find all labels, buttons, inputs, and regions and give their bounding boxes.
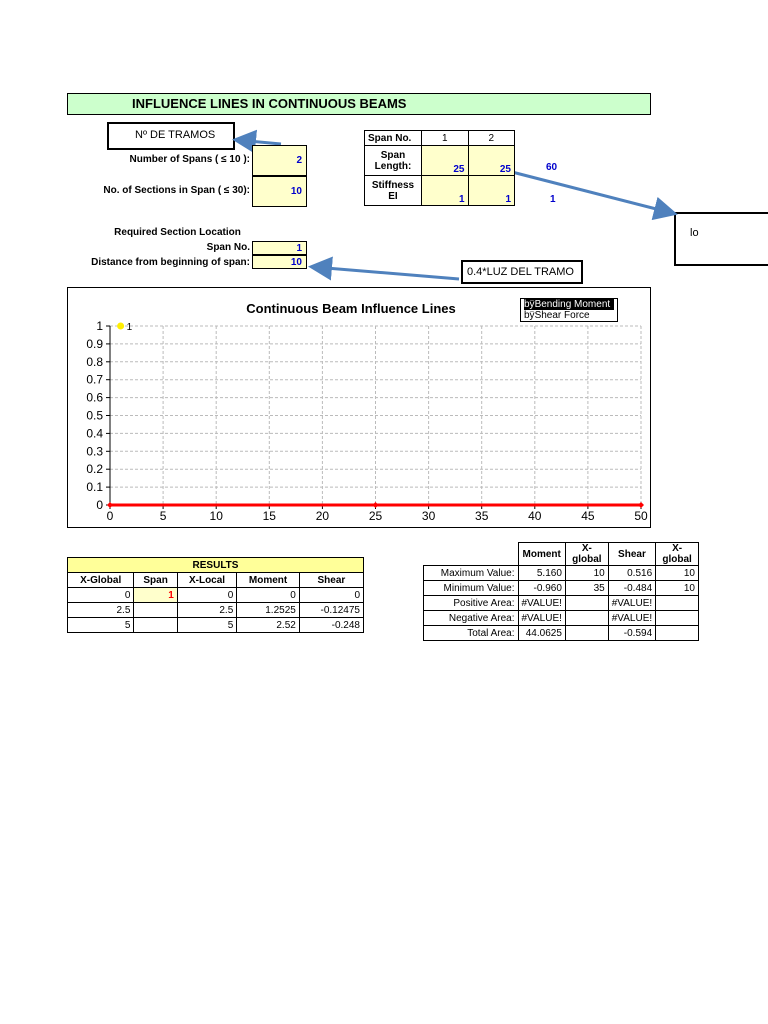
- span-no-header: Span No.: [365, 131, 422, 146]
- stiffness-2[interactable]: 1: [468, 176, 515, 206]
- num-sections-input[interactable]: 10: [252, 176, 307, 207]
- stats-cell: -0.960: [518, 581, 565, 596]
- arrow-to-span-length: [512, 172, 672, 213]
- stats-cell: -0.594: [608, 626, 655, 641]
- x-tick-label: 25: [368, 509, 383, 523]
- span-table: [364, 130, 515, 206]
- num-spans-label: Number of Spans ( ≤ 10 ):: [129, 154, 250, 165]
- stats-cell: -0.484: [608, 581, 655, 596]
- stats-col-header: X-global: [565, 543, 608, 566]
- chart-area[interactable]: [67, 287, 651, 528]
- y-tick-label: 0.8: [86, 354, 103, 369]
- num-spans-input[interactable]: 2: [252, 145, 307, 176]
- results-cell: [134, 603, 177, 618]
- results-cell: 1.2525: [237, 603, 300, 618]
- results-cell: 2.52: [237, 618, 300, 633]
- x-tick-label: 10: [209, 509, 223, 523]
- y-tick-label: 0.3: [86, 444, 103, 459]
- results-cell: 5: [177, 618, 237, 633]
- stats-row: [424, 581, 699, 596]
- stats-cell: 10: [656, 566, 699, 581]
- stats-cell: #VALUE!: [518, 611, 565, 626]
- results-row: [68, 603, 364, 618]
- results-col-header: Shear: [299, 573, 363, 588]
- stats-row-label: Maximum Value:: [424, 566, 519, 581]
- results-col-header: X-Global: [68, 573, 134, 588]
- stats-cell: 35: [565, 581, 608, 596]
- stats-cell: #VALUE!: [608, 611, 655, 626]
- series-point: [107, 502, 113, 508]
- stats-row: [424, 626, 699, 641]
- chart-plot: [68, 288, 650, 527]
- results-row: [68, 588, 364, 603]
- stats-table: [423, 542, 699, 641]
- stiffness-total: 1: [550, 194, 556, 205]
- stats-cell: [565, 626, 608, 641]
- arrow-to-tramos: [238, 140, 281, 144]
- y-tick-label: 0.5: [86, 408, 103, 423]
- callout-luz-text: 0.4*LUZ DEL TRAMO: [467, 266, 574, 278]
- x-tick-label: 35: [475, 509, 489, 523]
- length-total: 60: [546, 162, 558, 173]
- callout-tramos-text: Nº DE TRAMOS: [135, 129, 216, 141]
- stats-row: [424, 596, 699, 611]
- x-tick-label: 15: [262, 509, 276, 523]
- stats-col-header: Moment: [518, 543, 565, 566]
- results-cell: 5: [68, 618, 134, 633]
- stats-cell: #VALUE!: [518, 596, 565, 611]
- results-cell[interactable]: 1: [134, 588, 177, 603]
- results-cell: [134, 618, 177, 633]
- stats-cell: 0.516: [608, 566, 655, 581]
- results-col-header: X-Local: [177, 573, 237, 588]
- x-tick-label: 20: [315, 509, 330, 523]
- stats-row-label: Minimum Value:: [424, 581, 519, 596]
- marker-point-label: 1: [126, 322, 133, 333]
- results-col-header: Span: [134, 573, 177, 588]
- callout-right-text: lo: [690, 227, 699, 239]
- series-point: [373, 502, 379, 508]
- span-length-2[interactable]: 25: [468, 146, 515, 176]
- stats-cell: [565, 596, 608, 611]
- span-col-1: 1: [422, 131, 469, 146]
- results-cell: 0: [299, 588, 363, 603]
- span-no-input[interactable]: 1: [252, 241, 307, 255]
- results-title: RESULTS: [68, 558, 364, 573]
- stats-row-label: Negative Area:: [424, 611, 519, 626]
- stats-cell: 10: [656, 581, 699, 596]
- results-cell: 2.5: [177, 603, 237, 618]
- legend-item-shear: bÿShear Force: [524, 310, 590, 321]
- y-tick-label: 0.9: [86, 336, 103, 351]
- distance-label: Distance from beginning of span:: [91, 257, 250, 268]
- stats-cell: 10: [565, 566, 608, 581]
- x-tick-label: 50: [634, 509, 648, 523]
- x-tick-label: 40: [528, 509, 542, 523]
- stats-row: [424, 611, 699, 626]
- span-no-label: Span No.: [206, 242, 250, 253]
- series-point: [638, 502, 644, 508]
- y-tick-label: 0.2: [86, 462, 103, 477]
- arrow-to-distance: [314, 267, 459, 279]
- span-col-2: 2: [468, 131, 515, 146]
- stiffness-label: Stiffness EI: [365, 176, 422, 206]
- y-tick-label: 0.1: [86, 480, 103, 495]
- results-cell: 0: [68, 588, 134, 603]
- y-tick-label: 0.6: [86, 390, 103, 405]
- stats-row-label: Total Area:: [424, 626, 519, 641]
- required-section-heading: Required Section Location: [114, 227, 241, 238]
- chart-title: Continuous Beam Influence Lines: [246, 301, 456, 316]
- page-title: INFLUENCE LINES IN CONTINUOUS BEAMS: [67, 93, 651, 115]
- stiffness-1[interactable]: 1: [422, 176, 469, 206]
- stats-cell: [565, 611, 608, 626]
- x-tick-label: 0: [106, 509, 114, 523]
- distance-input[interactable]: 10: [252, 255, 307, 269]
- stats-cell: 5.160: [518, 566, 565, 581]
- results-cell: 0: [177, 588, 237, 603]
- stats-cell: [656, 611, 699, 626]
- legend-item-moment: bÿBending Moment: [524, 299, 614, 310]
- stats-row-label: Positive Area:: [424, 596, 519, 611]
- results-row: [68, 618, 364, 633]
- stats-cell: [656, 596, 699, 611]
- span-length-label: Span Length:: [365, 146, 422, 176]
- results-cell: -0.12475: [299, 603, 363, 618]
- stats-cell: 44.0625: [518, 626, 565, 641]
- num-sections-label: No. of Sections in Span ( ≤ 30):: [103, 185, 250, 196]
- results-cell: 2.5: [68, 603, 134, 618]
- y-tick-label: 1: [96, 319, 103, 333]
- results-cell: 0: [237, 588, 300, 603]
- results-col-header: Moment: [237, 573, 300, 588]
- span-length-1[interactable]: 25: [422, 146, 469, 176]
- stats-row: [424, 566, 699, 581]
- stats-cell: [656, 626, 699, 641]
- y-tick-label: 0.4: [86, 426, 103, 441]
- x-tick-label: 30: [421, 509, 436, 523]
- stats-corner: [424, 543, 519, 566]
- x-tick-label: 45: [581, 509, 595, 523]
- x-tick-label: 5: [159, 509, 167, 523]
- y-tick-label: 0: [96, 498, 103, 512]
- results-table: [67, 557, 364, 633]
- marker-point: [117, 323, 124, 330]
- stats-cell: #VALUE!: [608, 596, 655, 611]
- stats-col-header: Shear: [608, 543, 655, 566]
- stats-col-header: X-global: [656, 543, 699, 566]
- y-tick-label: 0.7: [86, 372, 103, 387]
- results-cell: -0.248: [299, 618, 363, 633]
